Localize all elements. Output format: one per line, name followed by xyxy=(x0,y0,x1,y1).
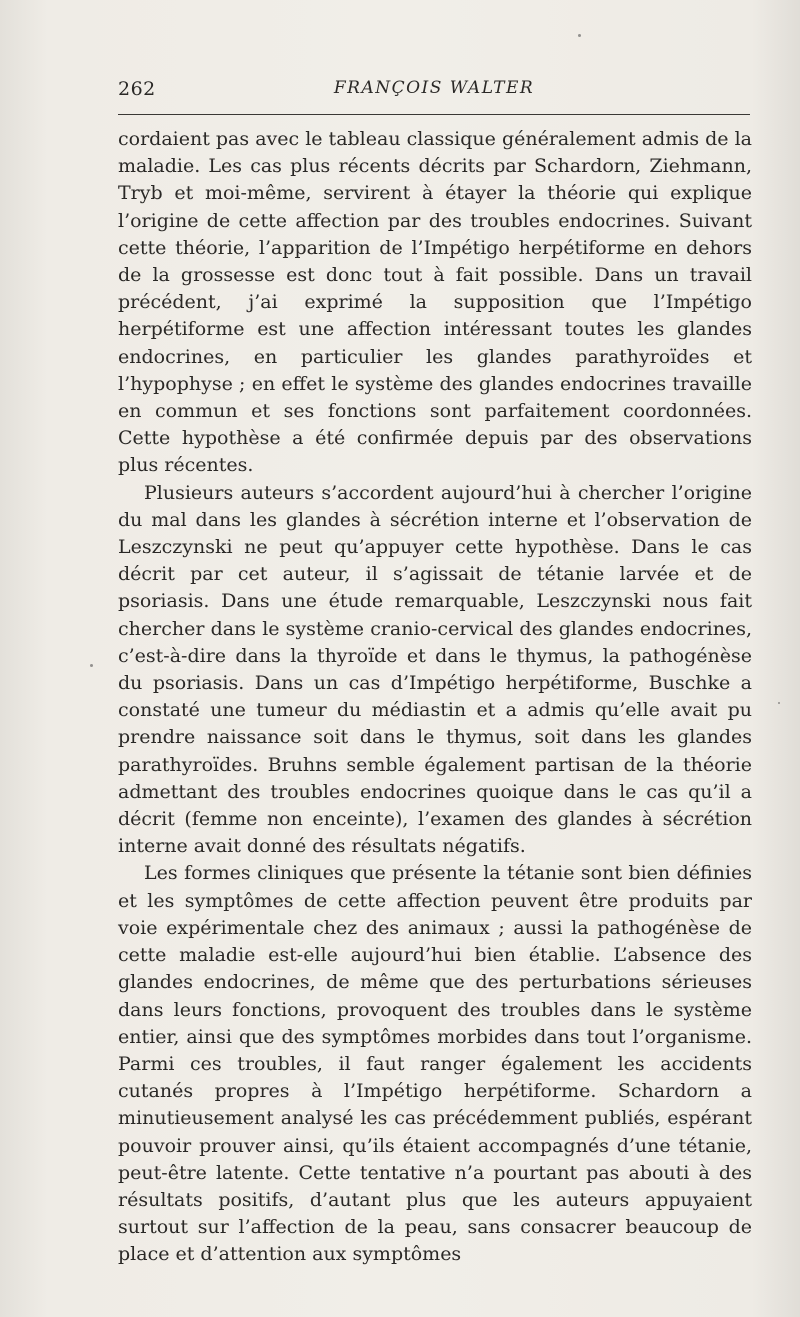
paragraph-2: Plusieurs auteurs s’accordent aujourd’hui à chercher l’origine du mal dans les glandes à sécrétion interne et l’observation de Leszczynski ne peut qu’appuyer cette hypothèse. Dans le cas décrit par cet auteur, il s’agissait de tétanie larvée et de psoriasis. Dans une étude remarquable, Leszczynski nous fait chercher dans le système cranio-cervical des glandes endocrines, c’est-à-dire dans la thyroïde et dans le thymus, la pathogénèse du psoriasis. Dans un cas d’Impétigo herpétiforme, Buschke a constaté une tumeur du médiastin et a admis qu’elle avait pu prendre naissance soit dans le thymus, soit dans les glandes parathyroïdes. Bruhns semble également partisan de la théorie admettant des troubles endocrines quoique dans le cas qu’il a décrit (femme non enceinte), l’examen des glandes à sécrétion interne avait donné des résultats négatifs. xyxy=(118,481,752,858)
paper-speck xyxy=(578,34,581,37)
paragraph-3: Les formes cliniques que présente la tétanie sont bien définies et les symptômes de cette affection peuvent être produits par voie expérimentale chez des animaux ; aussi la pathogénèse de cette maladie est-elle aujourd’hui bien établie. L’absence des glandes endocrines, de même que des perturbations sérieuses dans leurs fonctions, provoquent des troubles dans le système entier, ainsi que des symptômes morbides dans tout l’organisme. Parmi ces troubles, il faut ranger également les accidents cutanés propres à l’Impétigo herpétiforme. Schardorn a minutieusement analysé les cas précédemment publiés, espérant pouvoir prouver ainsi, qu’ils étaient accompagnés d’une tétanie, peut-être latente. Cette tentative n’a pourtant pas abouti à des résultats positifs, d’autant plus que les auteurs appuyaient surtout sur l’affection de la peau, sans consacrer beaucoup de place et d’attention aux symptômes xyxy=(118,862,752,1266)
paper-speck xyxy=(90,664,93,667)
running-title: FRANÇOIS WALTER xyxy=(333,78,535,98)
page-number: 262 xyxy=(118,78,156,100)
page-header xyxy=(118,78,750,104)
paper-speck xyxy=(778,702,780,704)
body-text xyxy=(118,126,752,1269)
paragraph-1: cordaient pas avec le tableau classique généralement admis de la maladie. Les cas plus récents décrits par Schardorn, Ziehmann, Tryb et moi-même, servirent à étayer la théorie qui explique l’origine de cette affection par des troubles endocrines. Suivant cette théorie, l’apparition de l’Impétigo herpétiforme en dehors de la grossesse est donc tout à fait possible. Dans un travail précédent, j’ai exprimé la supposition que l’Impétigo herpétiforme est une affection intéressant toutes les glandes endocrines, en particulier les glandes parathyroïdes et l’hypophyse ; en effet le système des glandes endocrines travaille en commun et ses fonctions sont parfaitement coordonnées. Cette hypothèse a été confirmée depuis par des observations plus récentes. xyxy=(118,128,752,477)
header-rule xyxy=(118,114,750,115)
